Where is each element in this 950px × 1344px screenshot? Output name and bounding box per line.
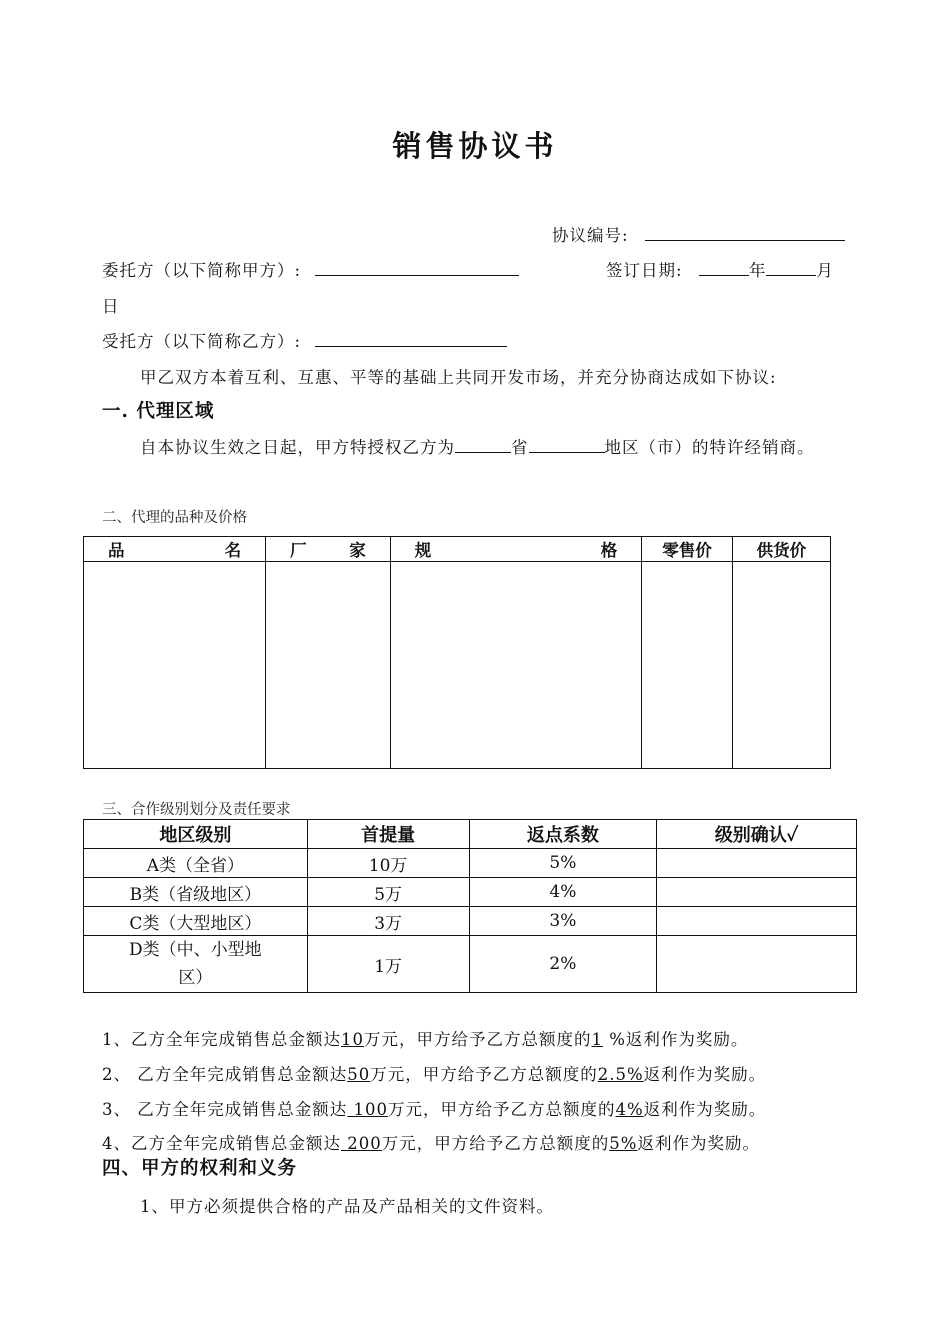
party-b-label: 受托方（以下简称乙方）: [102, 332, 302, 351]
month-label: 月 [816, 261, 834, 280]
section1-text-a: 自本协议生效之日起，甲方特授权乙方为 [140, 438, 455, 457]
amount-cell: 3万 [307, 907, 469, 936]
table-row [84, 907, 857, 936]
party-a-row [102, 257, 519, 281]
confirm-cell[interactable] [657, 907, 857, 936]
sign-month-field[interactable] [766, 260, 816, 276]
rate-cell: 2% [469, 936, 657, 993]
party-b-field[interactable] [315, 331, 507, 347]
section1-text [140, 434, 815, 458]
rate-cell: 5% [469, 849, 657, 878]
amount-cell: 1万 [307, 936, 469, 993]
agreement-number-field[interactable] [645, 225, 845, 241]
confirm-cell[interactable] [657, 936, 857, 993]
table-row [84, 562, 831, 769]
level-cell: A类（全省） [84, 849, 308, 878]
col-initial-amount: 首提量 [307, 820, 469, 849]
table-cell[interactable] [732, 562, 830, 769]
section4-item1: 1、甲方必须提供合格的产品及产品相关的文件资料。 [140, 1197, 554, 1216]
table-row [84, 849, 857, 878]
reward-item: 3、 乙方全年完成销售总金额达 100万元，甲方给予乙方总额度的4%返利作为奖励。 [102, 1100, 767, 1119]
col-supply-price: 供货价 [732, 537, 830, 562]
cooperation-level-table [83, 819, 857, 993]
day-label: 日 [102, 297, 120, 316]
confirm-cell[interactable] [657, 878, 857, 907]
agreement-number-row [552, 222, 845, 246]
table-cell[interactable] [642, 562, 732, 769]
section1-heading: 一. 代理区域 [102, 401, 215, 422]
party-b-row [102, 328, 507, 352]
reward-item: 2、 乙方全年完成销售总金额达50万元，甲方给予乙方总额度的2.5%返利作为奖励。 [102, 1065, 767, 1084]
level-cell: D类（中、小型地 区） [84, 936, 308, 993]
col-rebate-rate: 返点系数 [469, 820, 657, 849]
rate-cell: 3% [469, 907, 657, 936]
col-retail-price: 零售价 [642, 537, 732, 562]
section4-heading: 四、甲方的权利和义务 [102, 1158, 298, 1179]
level-cell: B类（省级地区） [84, 878, 308, 907]
reward-item: 4、乙方全年完成销售总金额达 200万元，甲方给予乙方总额度的5%返利作为奖励。 [102, 1134, 760, 1153]
product-price-table [83, 536, 831, 769]
sign-date-label: 签订日期: [606, 261, 683, 280]
col-product-name: 品 名 [84, 537, 266, 562]
col-region-level: 地区级别 [84, 820, 308, 849]
section1-text-b: 省 [511, 438, 529, 457]
table-row [84, 936, 857, 993]
province-field[interactable] [455, 437, 511, 453]
region-field[interactable] [529, 437, 605, 453]
table-cell[interactable] [390, 562, 642, 769]
amount-cell: 5万 [307, 878, 469, 907]
document-title: 销售协议书 [392, 129, 558, 163]
col-spec: 规 格 [390, 537, 642, 562]
confirm-cell[interactable] [657, 849, 857, 878]
table-cell[interactable] [84, 562, 266, 769]
agreement-number-label: 协议编号: [552, 226, 629, 245]
sign-date-row [606, 257, 834, 281]
col-level-confirm: 级别确认✓ [657, 820, 857, 849]
table-cell[interactable] [266, 562, 391, 769]
section3-heading: 三、合作级别划分及责任要求 [102, 802, 291, 818]
party-a-field[interactable] [315, 260, 519, 276]
col-manufacturer: 厂 家 [266, 537, 391, 562]
reward-item: 1、乙方全年完成销售总金额达10万元，甲方给予乙方总额度的1 %返利作为奖励。 [102, 1030, 749, 1049]
table-row [84, 878, 857, 907]
level-cell: C类（大型地区） [84, 907, 308, 936]
intro-text: 甲乙双方本着互利、互惠、平等的基础上共同开发市场，并充分协商达成如下协议: [140, 368, 777, 387]
section1-text-c: 地区（市）的特许经销商。 [604, 438, 815, 457]
section2-heading: 二、代理的品种及价格 [102, 510, 247, 526]
amount-cell: 10万 [307, 849, 469, 878]
year-label: 年 [748, 261, 767, 280]
sign-year-field[interactable] [699, 260, 749, 276]
rate-cell: 4% [469, 878, 657, 907]
party-a-label: 委托方（以下简称甲方）: [102, 261, 302, 280]
